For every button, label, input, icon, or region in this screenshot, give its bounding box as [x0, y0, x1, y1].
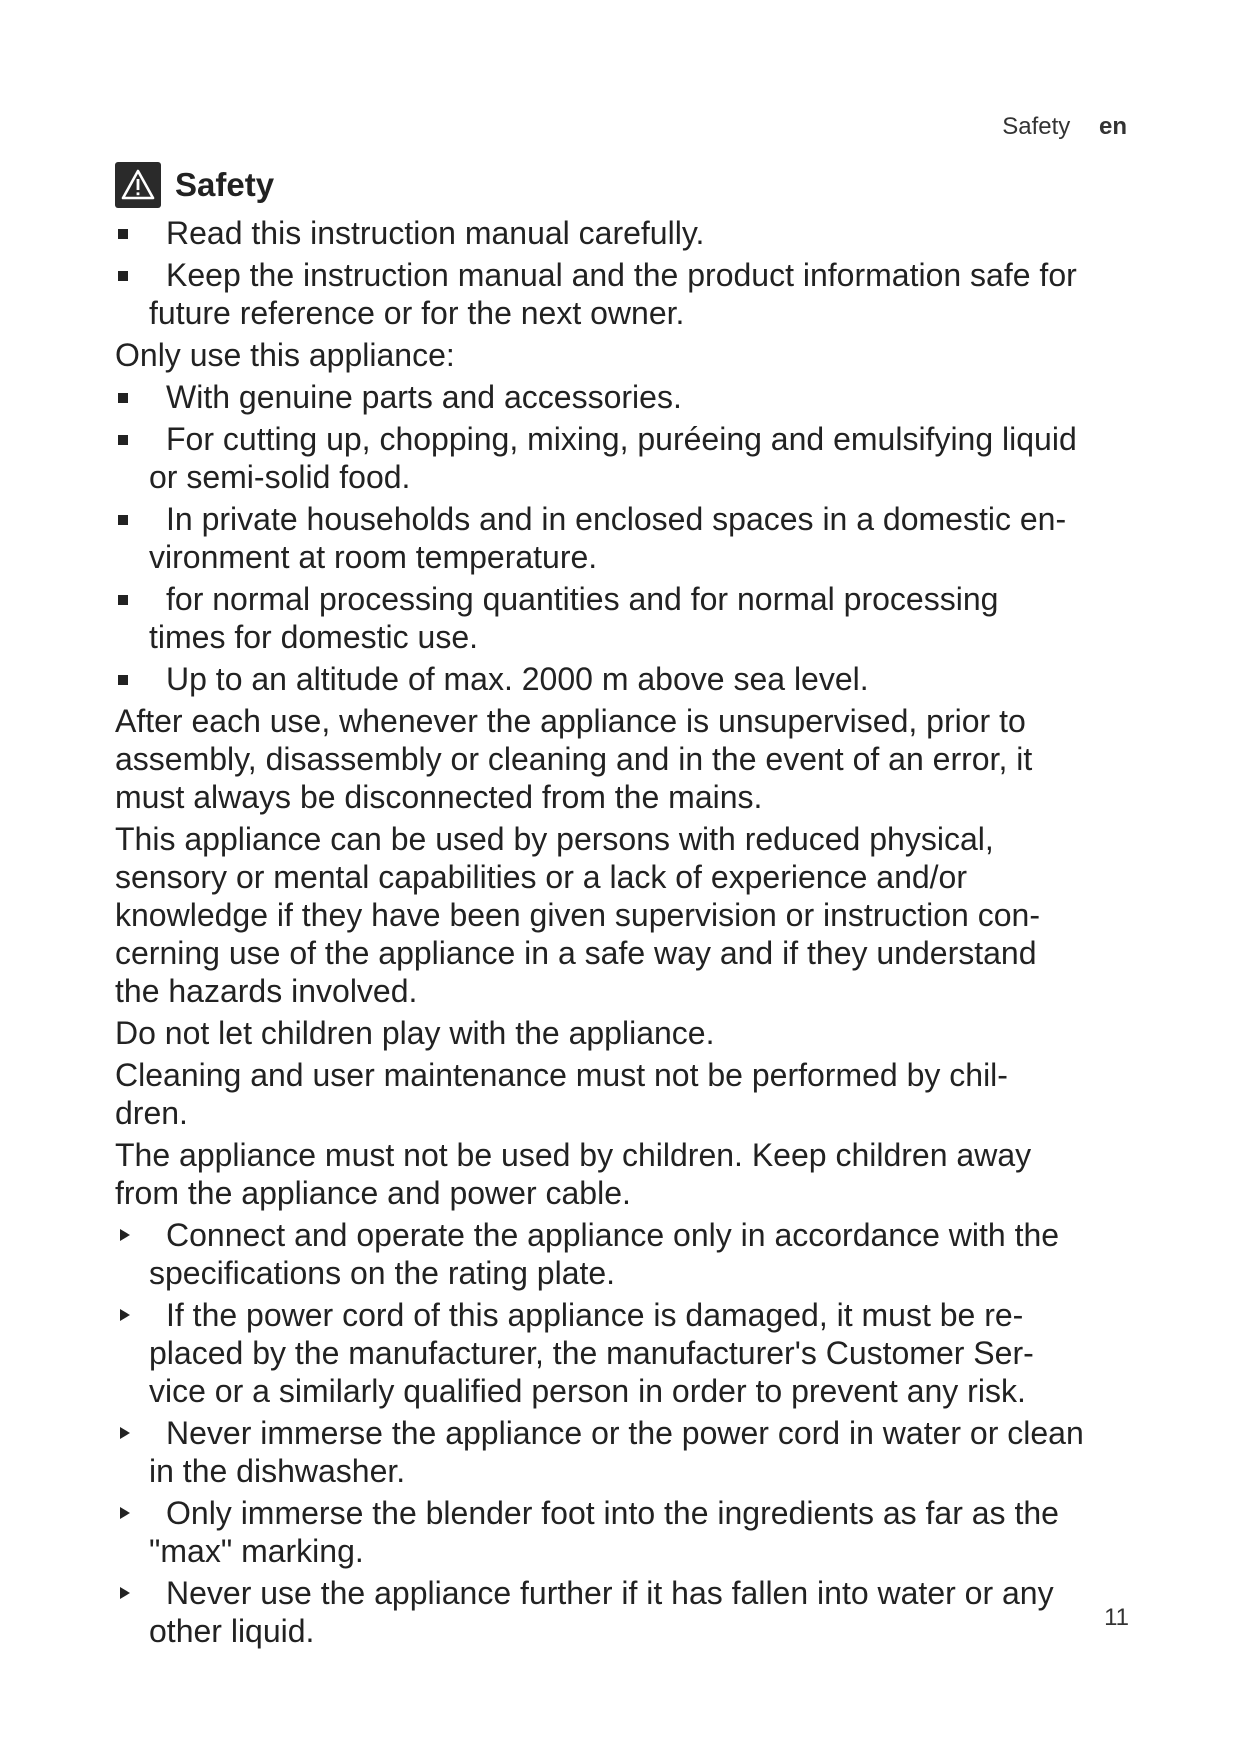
- page-number: 11: [1104, 1604, 1129, 1631]
- text-line: sensory or mental capabilities or a lack of experience and/or: [115, 859, 967, 895]
- section-title: Safety: [175, 166, 275, 203]
- text-line: Cleaning and user maintenance must not be performed by chil-: [115, 1057, 1008, 1093]
- text-line: placed by the manufacturer, the manufacturer's Customer Ser-: [149, 1335, 1034, 1371]
- text-line: "max" marking.: [149, 1533, 364, 1569]
- warning-triangle-icon: [115, 162, 161, 208]
- text-line: dren.: [115, 1095, 188, 1131]
- text-line: In private households and in enclosed spaces in a domestic en-: [166, 501, 1067, 537]
- text-line: For cutting up, chopping, mixing, puréeing and emulsifying liquid: [166, 421, 1077, 457]
- safety-text: [115, 214, 1175, 1650]
- text-line: Never immerse the appliance or the power cord in water or clean: [166, 1415, 1084, 1451]
- paragraph: [115, 1056, 1175, 1132]
- bullet-item: [115, 580, 1175, 656]
- text-line: cerning use of the appliance in a safe way and if they understand: [115, 935, 1037, 971]
- text-line: assembly, disassembly or cleaning and in the event of an error, it: [115, 741, 1033, 777]
- paragraph: [115, 1014, 1175, 1052]
- text-line: for normal processing quantities and for normal processing: [166, 581, 999, 617]
- instruction-item: [115, 1494, 1175, 1570]
- text-line: the hazards involved.: [115, 973, 418, 1009]
- bullet-item: [115, 660, 1175, 698]
- text-line: from the appliance and power cable.: [115, 1175, 631, 1211]
- text-line: in the dishwasher.: [149, 1453, 406, 1489]
- text-line: Only use this appliance:: [115, 337, 455, 373]
- bullet-item: [115, 214, 1175, 252]
- paragraph: [115, 336, 1175, 374]
- text-line: Read this instruction manual carefully.: [166, 215, 705, 251]
- text-line: future reference or for the next owner.: [149, 295, 685, 331]
- text-line: or semi-solid food.: [149, 459, 411, 495]
- text-line: After each use, whenever the appliance is unsupervised, prior to: [115, 703, 1026, 739]
- text-line: Never use the appliance further if it has fallen into water or any: [166, 1575, 1054, 1611]
- bullet-item: [115, 500, 1175, 576]
- bullet-item: [115, 378, 1175, 416]
- running-head-section: Safety: [1002, 113, 1071, 140]
- text-line: must always be disconnected from the mains.: [115, 779, 763, 815]
- page-content: [115, 160, 1175, 1650]
- text-line: Only immerse the blender foot into the ingredients as far as the: [166, 1495, 1059, 1531]
- paragraph: [115, 1136, 1175, 1212]
- text-line: specifications on the rating plate.: [149, 1255, 616, 1291]
- running-head-language: en: [1098, 113, 1127, 140]
- instruction-item: [115, 1216, 1175, 1292]
- running-head: [1002, 113, 1127, 141]
- bullet-item: [115, 420, 1175, 496]
- text-line: vice or a similarly qualified person in order to prevent any risk.: [149, 1373, 1026, 1409]
- text-line: other liquid.: [149, 1613, 315, 1649]
- instruction-item: [115, 1296, 1175, 1410]
- text-line: times for domestic use.: [149, 619, 478, 655]
- text-line: This appliance can be used by persons with reduced physical,: [115, 821, 994, 857]
- section-heading: [115, 160, 1175, 210]
- text-line: If the power cord of this appliance is damaged, it must be re-: [166, 1297, 1024, 1333]
- text-line: knowledge if they have been given supervision or instruction con-: [115, 897, 1040, 933]
- paragraph: [115, 820, 1175, 1010]
- bullet-item: [115, 256, 1175, 332]
- text-line: Connect and operate the appliance only in accordance with the: [166, 1217, 1060, 1253]
- text-line: Keep the instruction manual and the product information safe for: [166, 257, 1077, 293]
- text-line: The appliance must not be used by children. Keep children away: [115, 1137, 1032, 1173]
- text-line: With genuine parts and accessories.: [166, 379, 682, 415]
- instruction-item: [115, 1414, 1175, 1490]
- instruction-item: [115, 1574, 1175, 1650]
- text-line: Up to an altitude of max. 2000 m above sea level.: [166, 661, 869, 697]
- text-line: Do not let children play with the appliance.: [115, 1015, 715, 1051]
- paragraph: [115, 702, 1175, 816]
- text-line: vironment at room temperature.: [149, 539, 598, 575]
